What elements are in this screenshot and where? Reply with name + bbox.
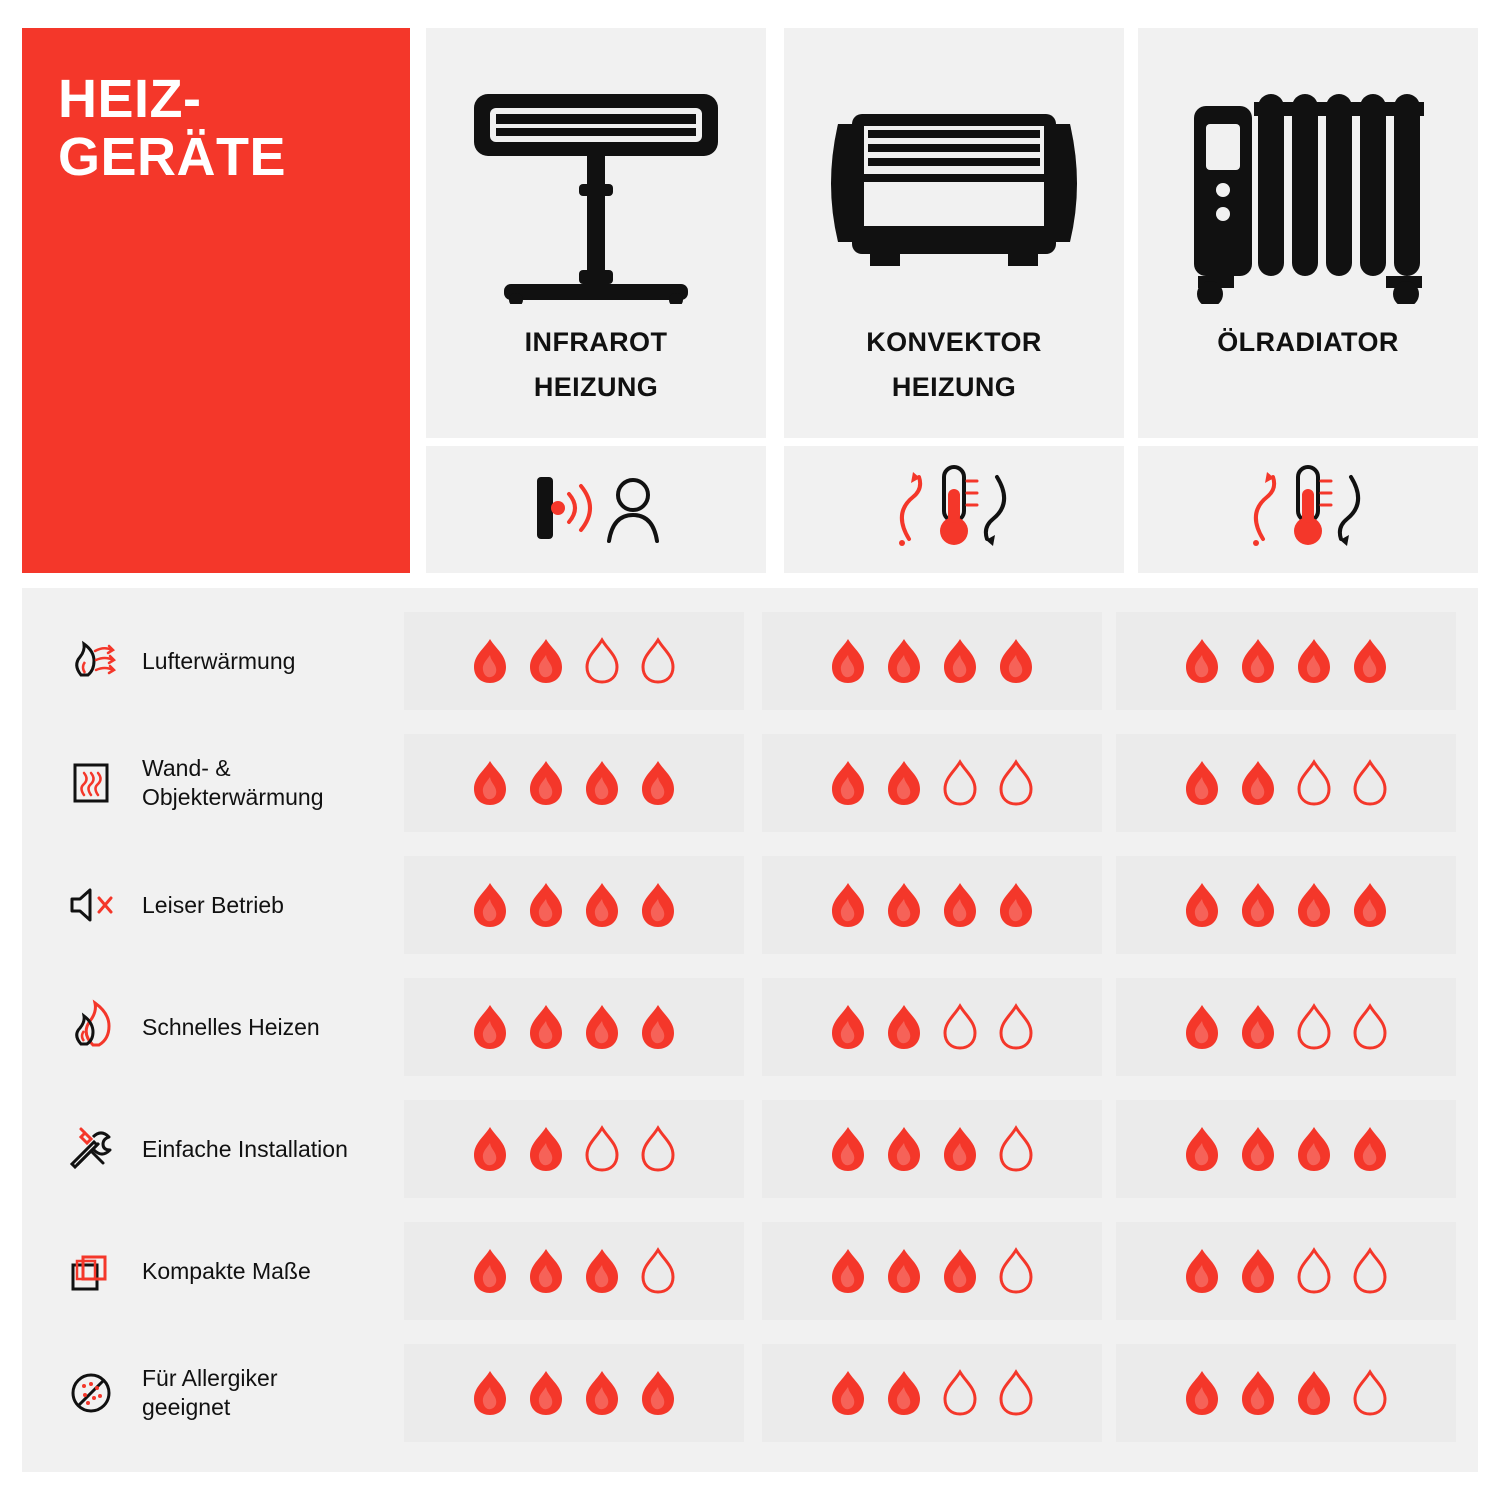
- rating-cell: [404, 1100, 744, 1198]
- table-row: [22, 970, 1478, 1084]
- mode-card-infrarot: [426, 446, 766, 573]
- rating-cell: [1116, 1222, 1456, 1320]
- mode-card-konvektor: [784, 446, 1124, 573]
- rating-cell: [762, 856, 1102, 954]
- rating-cell: [404, 978, 744, 1076]
- feature-label: Lufterwärmung: [142, 647, 296, 674]
- feature-label: Leiser Betrieb: [142, 891, 284, 918]
- column-title-oelradiator: [1138, 320, 1478, 365]
- air-circulation-thermometer-icon: [1223, 459, 1393, 560]
- compact-size-squares-icon: [60, 1240, 122, 1302]
- column-title-line-1: INFRAROT: [524, 327, 668, 357]
- column-header-infrarot: [426, 28, 766, 438]
- radiant-heat-person-icon: [511, 461, 681, 558]
- feature-label: Wand- & Objekterwärmung: [142, 755, 324, 810]
- rating-cell: [404, 856, 744, 954]
- rating-cell: [762, 1100, 1102, 1198]
- rating-cell: [1116, 1344, 1456, 1442]
- rating-cell: [1116, 734, 1456, 832]
- feature-kompakte-masse: [60, 1214, 410, 1328]
- air-circulation-thermometer-icon: [869, 459, 1039, 560]
- table-row: [22, 1336, 1478, 1450]
- column-title-line-1: ÖLRADIATOR: [1217, 327, 1399, 357]
- table-row: [22, 604, 1478, 718]
- column-header-oelradiator: [1138, 28, 1478, 438]
- rating-cell: [404, 612, 744, 710]
- feature-label: Einfache Installation: [142, 1135, 348, 1162]
- rating-cell: [404, 1344, 744, 1442]
- rating-cell: [762, 978, 1102, 1076]
- column-title-konvektor: [784, 320, 1124, 409]
- rating-cell: [1116, 612, 1456, 710]
- allergy-free-icon: [60, 1362, 122, 1424]
- rating-cell: [762, 1222, 1102, 1320]
- comparison-table: [22, 588, 1478, 1472]
- column-header-konvektor: [784, 28, 1124, 438]
- header-area: [22, 28, 1478, 573]
- wall-heating-icon: [60, 752, 122, 814]
- air-heating-icon: [60, 630, 122, 692]
- feature-wand-objekterwaermung: [60, 726, 410, 840]
- feature-label: Für Allergiker geeignet: [142, 1365, 278, 1420]
- feature-label: Schnelles Heizen: [142, 1013, 320, 1040]
- rating-cell: [762, 612, 1102, 710]
- rating-cell: [762, 1344, 1102, 1442]
- rating-cell: [762, 734, 1102, 832]
- table-row: [22, 848, 1478, 962]
- mode-card-oelradiator: [1138, 446, 1478, 573]
- page-title-line-1: HEIZ-: [58, 69, 202, 129]
- mute-speaker-icon: [60, 874, 122, 936]
- column-title-line-2: HEIZUNG: [533, 371, 659, 402]
- title-card: [22, 28, 410, 573]
- column-title-line-2: HEIZUNG: [891, 371, 1017, 402]
- page-title-line-2: GERÄTE: [58, 127, 287, 188]
- feature-leiser-betrieb: [60, 848, 410, 962]
- fast-heating-flame-icon: [60, 996, 122, 1058]
- column-title-infrarot: [426, 320, 766, 409]
- rating-cell: [1116, 1100, 1456, 1198]
- table-row: [22, 1214, 1478, 1328]
- rating-cell: [1116, 856, 1456, 954]
- rating-cell: [1116, 978, 1456, 1076]
- column-title-line-1: KONVEKTOR: [866, 327, 1042, 357]
- infrared-heater-icon: [426, 54, 766, 304]
- oil-radiator-icon: [1138, 54, 1478, 304]
- table-row: [22, 726, 1478, 840]
- feature-label: Kompakte Maße: [142, 1257, 311, 1284]
- table-row: [22, 1092, 1478, 1206]
- feature-lufterwaermung: [60, 604, 410, 718]
- feature-schnelles-heizen: [60, 970, 410, 1084]
- page-title: [58, 70, 388, 187]
- convector-heater-icon: [784, 54, 1124, 304]
- wrench-screwdriver-icon: [60, 1118, 122, 1180]
- rating-cell: [404, 1222, 744, 1320]
- feature-fuer-allergiker-geeignet: [60, 1336, 410, 1450]
- rating-cell: [404, 734, 744, 832]
- feature-einfache-installation: [60, 1092, 410, 1206]
